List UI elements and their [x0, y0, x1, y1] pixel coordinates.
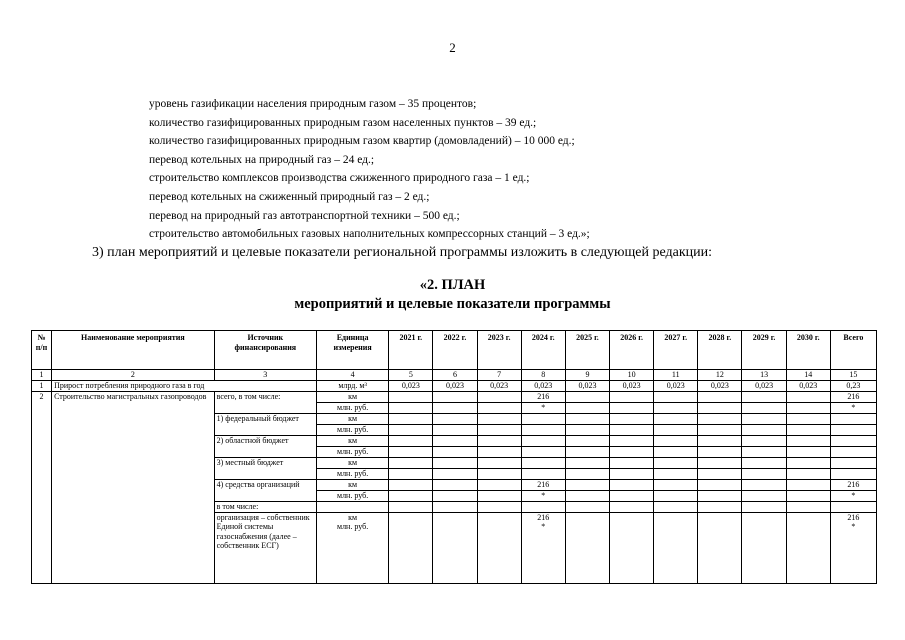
header-2027: 2027 г.: [654, 331, 698, 370]
cell-total: 216: [830, 391, 876, 402]
cell-value: 0,023: [698, 380, 742, 391]
cell-total: *: [830, 490, 876, 501]
column-number: 14: [786, 370, 830, 381]
column-number: 5: [389, 370, 433, 381]
cell-value: *: [521, 402, 565, 413]
row-num: 1: [32, 380, 52, 391]
row-name: Строительство магистральных газопроводов: [52, 391, 215, 583]
unit-rub: млн. руб.: [316, 468, 388, 479]
header-2028: 2028 г.: [698, 331, 742, 370]
header-2029: 2029 г.: [742, 331, 786, 370]
cell-value: 0,023: [477, 380, 521, 391]
unit-km: км: [316, 413, 388, 424]
table-header-row: [32, 331, 877, 370]
unit-km: км: [348, 512, 358, 522]
header-2030: 2030 г.: [786, 331, 830, 370]
column-number: 9: [565, 370, 609, 381]
cell-total: [830, 512, 876, 583]
source-local: 3) местный бюджет: [214, 457, 316, 479]
target-indicator-list: [149, 95, 590, 244]
unit-km-rub: [316, 512, 388, 583]
unit-rub: млн. руб.: [316, 402, 388, 413]
header-num: № п/п: [32, 331, 52, 370]
column-number: 3: [214, 370, 316, 381]
column-number: 4: [316, 370, 388, 381]
header-name: Наименование мероприятия: [52, 331, 215, 370]
cell-value: 216: [537, 512, 550, 522]
unit-rub: млн. руб.: [316, 446, 388, 457]
column-number: 7: [477, 370, 521, 381]
cell-value: *: [521, 490, 565, 501]
cell-value: 0,023: [389, 380, 433, 391]
list-item: количество газифицированных природным газом квартир (домовладений) – 10 000 ед.;: [149, 135, 575, 148]
table-row-gas-consumption: [32, 380, 877, 391]
header-source: Источник финансирования: [214, 331, 316, 370]
cell-value: 0,023: [654, 380, 698, 391]
header-2025: 2025 г.: [565, 331, 609, 370]
source-all: всего, в том числе:: [214, 391, 316, 413]
unit-rub: млн. руб.: [337, 522, 369, 531]
column-number: 2: [52, 370, 215, 381]
cell-value: 216: [521, 391, 565, 402]
source-organizations: 4) средства организаций: [214, 479, 316, 501]
column-number: 8: [521, 370, 565, 381]
plan-table: [31, 330, 877, 584]
column-number: 15: [830, 370, 876, 381]
cell-value: *: [541, 522, 546, 531]
source-including: в том числе:: [214, 501, 316, 512]
cell-value: 216: [521, 479, 565, 490]
list-item: уровень газификации населения природным газом – 35 процентов;: [149, 98, 477, 110]
unit-km: км: [316, 391, 388, 402]
list-item: строительство комплексов производства сжиженного природного газа – 1 ед.;: [149, 172, 530, 185]
cell-total: 216: [830, 479, 876, 490]
list-item: перевод на природный газ автотранспортной техники – 500 ед.;: [149, 209, 460, 222]
column-number: 11: [654, 370, 698, 381]
section-title: «2. ПЛАН: [419, 277, 486, 293]
row-name: Прирост потребления природного газа в год: [52, 380, 317, 391]
list-item: строительство автомобильных газовых наполнительных компрессорных станций – 3 ед.»;: [149, 228, 590, 241]
header-2023: 2023 г.: [477, 331, 521, 370]
source-federal: 1) федеральный бюджет: [214, 413, 316, 435]
unit-km: км: [316, 479, 388, 490]
header-2021: 2021 г.: [389, 331, 433, 370]
source-regional: 2) областной бюджет: [214, 435, 316, 457]
row-unit: млрд. м³: [316, 380, 388, 391]
list-item: перевод котельных на сжиженный природный газ – 2 ед.;: [149, 190, 430, 203]
cell-total: *: [851, 522, 856, 531]
cell-total: 0,23: [830, 380, 876, 391]
source-esg-owner: организация – собственник Единой системы газоснабжения (далее – собственник ЕСГ): [214, 512, 316, 583]
header-total: Всего: [830, 331, 876, 370]
unit-km: км: [316, 457, 388, 468]
column-number: 10: [610, 370, 654, 381]
header-2022: 2022 г.: [433, 331, 477, 370]
cell-value: [521, 512, 565, 583]
page-number: 2: [449, 40, 456, 55]
cell-value: 0,023: [433, 380, 477, 391]
table-row: [32, 391, 877, 402]
cell-value: 0,023: [610, 380, 654, 391]
column-number: 1: [32, 370, 52, 381]
header-unit: Единица измерения: [316, 331, 388, 370]
cell-value: 0,023: [742, 380, 786, 391]
unit-rub: млн. руб.: [316, 424, 388, 435]
list-item: количество газифицированных природным газом населенных пунктов – 39 ед.;: [149, 116, 537, 129]
unit-km: км: [316, 435, 388, 446]
header-2026: 2026 г.: [610, 331, 654, 370]
column-number: 13: [742, 370, 786, 381]
column-number-row: [32, 370, 877, 381]
cell-value: 0,023: [786, 380, 830, 391]
section-subtitle: мероприятий и целевые показатели программы: [294, 296, 611, 312]
column-number: 12: [698, 370, 742, 381]
unit-rub: млн. руб.: [316, 490, 388, 501]
cell-total: 216: [847, 512, 860, 522]
cell-value: 0,023: [521, 380, 565, 391]
cell-total: *: [830, 402, 876, 413]
row-num: 2: [32, 391, 52, 583]
cell-value: 0,023: [565, 380, 609, 391]
list-item: перевод котельных на природный газ – 24 ед.;: [149, 153, 375, 166]
header-2024: 2024 г.: [521, 331, 565, 370]
lead-paragraph: 3) план мероприятий и целевые показатели региональной программы изложить в следующей редакции:: [92, 245, 713, 260]
column-number: 6: [433, 370, 477, 381]
